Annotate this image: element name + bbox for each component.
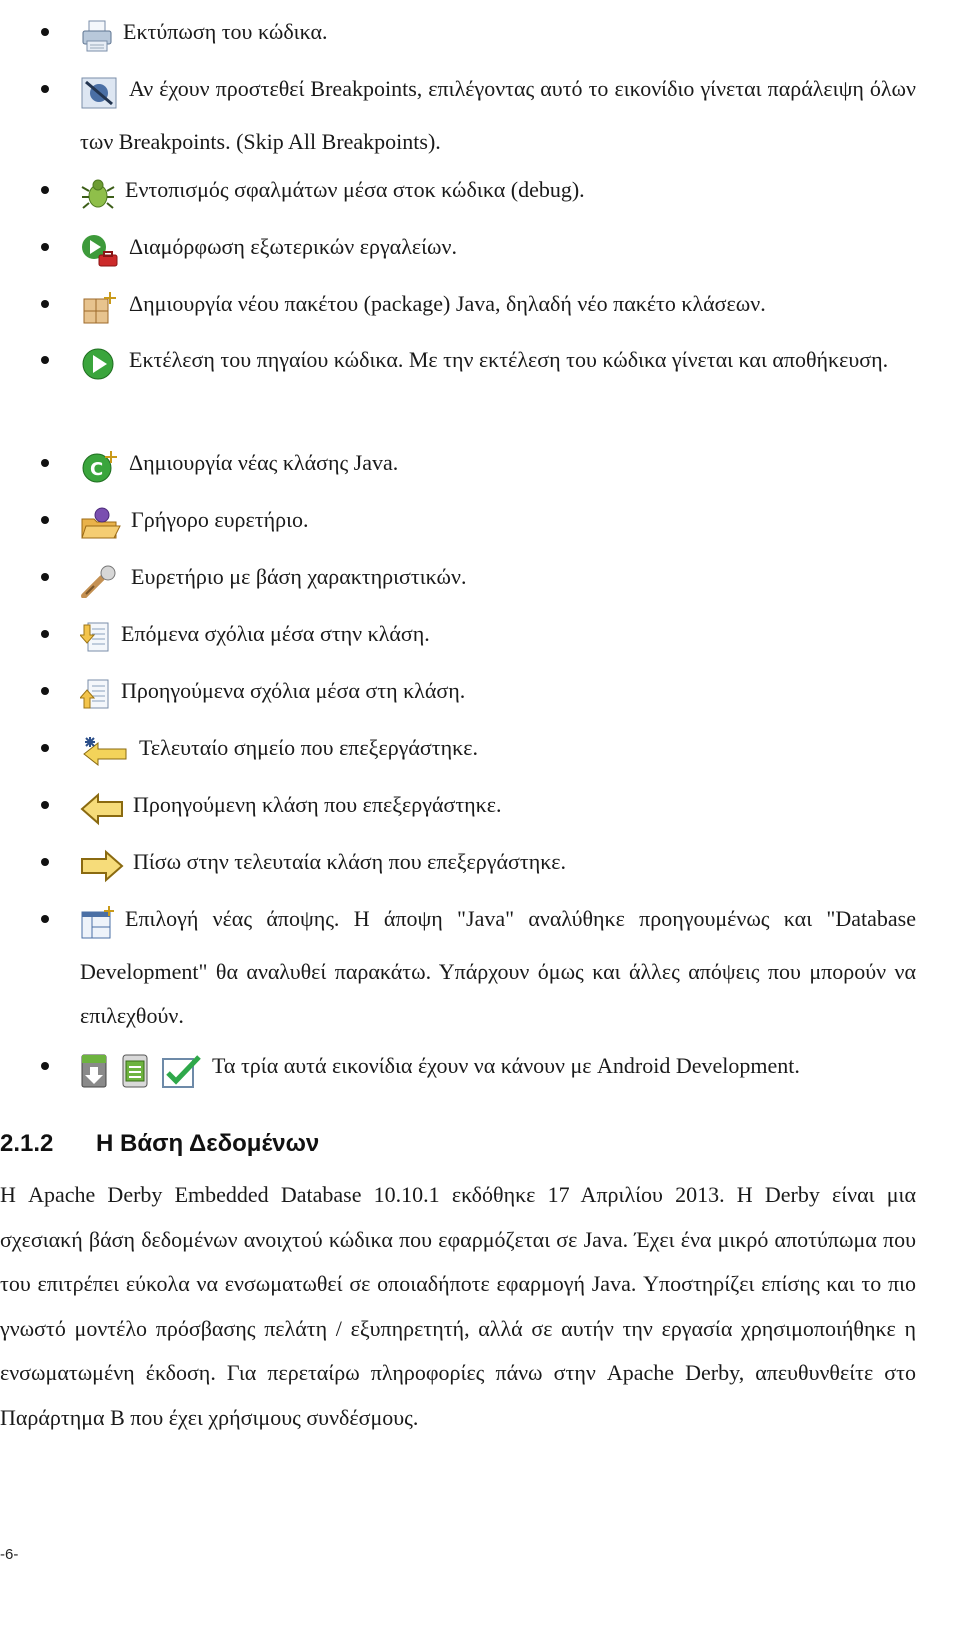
last-edit-location-icon (80, 735, 130, 769)
list-item (80, 441, 916, 494)
bullet (41, 85, 49, 93)
open-perspective-icon (80, 906, 116, 940)
item-text: Επιλογή νέας άποψης. Η άποψη "Java" αναλύθηκε προηγουμένως και "Database Development" θα αναλυθεί παρακάτω. Υπάρχουν όμως και άλλες απόψεις που μπορούν να επιλεχθούν. (80, 906, 916, 1028)
previous-annotation-icon (80, 678, 112, 712)
bullet (41, 243, 49, 251)
item-text: Τελευταίο σημείο που επεξεργάστηκε. (139, 735, 478, 760)
item-text: Εκτύπωση του κώδικα. (123, 19, 328, 44)
list-item (80, 897, 916, 1038)
bullet (41, 186, 49, 194)
page-number: -6- (0, 1546, 19, 1563)
search-feature-icon (80, 564, 122, 598)
list-item (80, 840, 916, 893)
list-item (80, 67, 916, 164)
back-arrow-icon (80, 792, 124, 826)
bullet (41, 744, 49, 752)
new-package-icon (80, 291, 120, 325)
item-text: Δημιουργία νέου πακέτου (package) Java, δηλαδή νέο πακέτο κλάσεων. (129, 291, 766, 316)
next-annotation-icon (80, 621, 112, 655)
item-text: Προηγούμενα σχόλια μέσα στη κλάση. (121, 678, 466, 703)
list-item (80, 338, 916, 391)
section-title: Η Βάση Δεδομένων (96, 1130, 320, 1157)
bullet (41, 1062, 49, 1070)
item-text: Αν έχουν προστεθεί Breakpoints, επιλέγοντας αυτό το εικονίδιο γίνεται παράλειψη όλων των Breakpoints. (Skip All Breakpoints). (80, 76, 916, 154)
list-item (80, 612, 916, 665)
forward-arrow-icon (80, 849, 124, 883)
bullet (41, 630, 49, 638)
item-text: Γρήγορο ευρετήριο. (131, 507, 309, 532)
item-text: Διαμόρφωση εξωτερικών εργαλείων. (129, 234, 457, 259)
item-text: Πίσω στην τελευταία κλάση που επεξεργάστηκε. (133, 849, 567, 874)
section-heading (0, 1130, 319, 1158)
bullet (41, 459, 49, 467)
bullet (41, 28, 49, 36)
bullet (41, 687, 49, 695)
bullet (41, 516, 49, 524)
list-item (80, 1044, 916, 1097)
body-paragraph: Η Apache Derby Embedded Database 10.10.1 εκδόθηκε 17 Απριλίου 2013. Η Derby είναι μια σχεσιακή βάση δεδομένων ανοιχτού κώδικα που εφαρμόζεται σε Java. Έχει ένα μικρό αποτύπωμα που του επιτρέπει εύκολα να ενσωματωθεί σε οποιαδήποτε εφαρμογή Java. Υποστηρίζει επίσης και το πιο γνωστό μοντέλο πρόσβασης πελάτη / εξυπηρετητή, αλλά σε αυτήν την εργασία χρησιμοποιήθηκε η ενσωματωμένη έκδοση. Για περεταίρω πληροφορίες πάνω στην Apache Derby, απευθυνθείτε στο Παράρτημα Β που έχει χρήσιμους συνδέσμους. (0, 1182, 916, 1430)
run-icon (80, 347, 120, 381)
bullet (41, 801, 49, 809)
bullet (41, 915, 49, 923)
item-text: Εντοπισμός σφαλμάτων μέσα στοκ κώδικα (debug). (125, 177, 585, 202)
bullet (41, 573, 49, 581)
bullet (41, 858, 49, 866)
list-item (80, 783, 916, 836)
list-item (80, 555, 916, 608)
new-class-icon (80, 450, 120, 484)
item-text: Δημιουργία νέας κλάσης Java. (129, 450, 399, 475)
list-item (80, 498, 916, 551)
android-avd-manager-icon (120, 1053, 152, 1089)
bullet (41, 300, 49, 308)
bullet (41, 356, 49, 364)
list-item (80, 10, 916, 63)
list-item (80, 726, 916, 779)
item-text: Προηγούμενη κλάση που επεξεργάστηκε. (133, 792, 502, 817)
printer-icon (80, 19, 114, 53)
list-item (80, 225, 916, 278)
list-item (80, 669, 916, 722)
skip-breakpoints-icon (80, 76, 120, 110)
svg-text:C: C (90, 459, 104, 480)
item-text: Τα τρία αυτά εικονίδια έχουν να κάνουν με Android Development. (212, 1053, 800, 1078)
android-lint-check-icon (161, 1053, 203, 1089)
item-text: Ευρετήριο με βάση χαρακτηριστικών. (131, 564, 467, 589)
section-number: 2.1.2 (0, 1130, 54, 1157)
external-tools-icon (80, 234, 120, 268)
android-sdk-manager-icon (80, 1053, 110, 1089)
item-text: Εκτέλεση του πηγαίου κώδικα. Με την εκτέλεση του κώδικα γίνεται και αποθήκευση. (129, 347, 889, 372)
list-item (80, 282, 916, 335)
item-text: Επόμενα σχόλια μέσα στην κλάση. (121, 621, 430, 646)
debug-bug-icon (80, 177, 116, 211)
list-item (80, 168, 916, 221)
open-type-icon (80, 507, 122, 541)
